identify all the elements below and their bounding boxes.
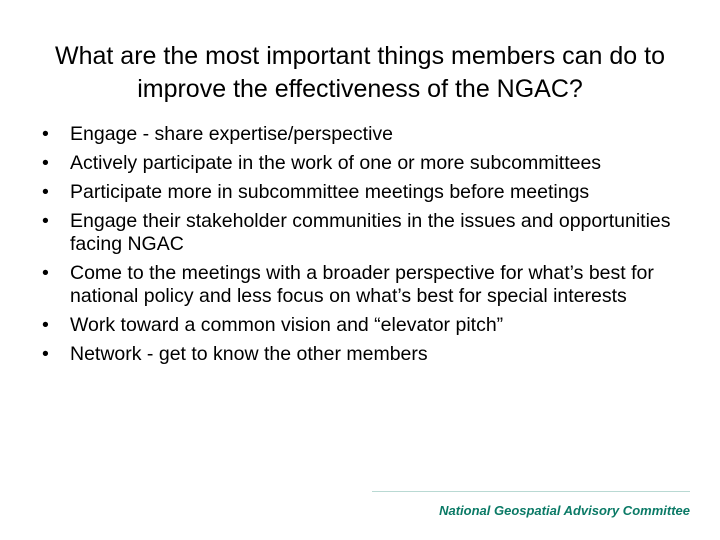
- bullet-text: Actively participate in the work of one or more subcommittees: [70, 152, 602, 174]
- footer-divider: [372, 491, 690, 492]
- bullet-dot-icon: •: [42, 181, 49, 203]
- bullet-item: [42, 262, 682, 308]
- bullet-item: [42, 210, 682, 256]
- bullet-dot-icon: •: [42, 343, 49, 365]
- bullet-dot-icon: •: [42, 210, 49, 232]
- bullet-text: Work toward a common vision and “elevator pitch”: [70, 314, 504, 336]
- bullet-text: Participate more in subcommittee meetings before meetings: [70, 181, 590, 203]
- bullet-text: Network - get to know the other members: [70, 343, 428, 365]
- bullet-dot-icon: •: [42, 262, 49, 284]
- bullet-item: [42, 123, 682, 146]
- bullet-text: Engage - share expertise/perspective: [70, 123, 394, 145]
- bullet-dot-icon: •: [42, 152, 49, 174]
- bullet-item: [42, 181, 682, 204]
- bullet-item: [42, 343, 682, 366]
- bullet-list: [42, 123, 682, 372]
- bullet-text: Engage their stakeholder communities in the issues and opportunities facing NGAC: [70, 210, 671, 255]
- bullet-item: [42, 314, 682, 337]
- slide-title: What are the most important things members can do to improve the effectiveness of the NGAC?: [55, 42, 665, 103]
- bullet-dot-icon: •: [42, 123, 49, 145]
- bullet-item: [42, 152, 682, 175]
- bullet-text: Come to the meetings with a broader perspective for what’s best for national policy and less focus on what’s best for special interests: [70, 262, 654, 307]
- footer-organization-name: National Geospatial Advisory Committee: [439, 503, 690, 518]
- bullet-dot-icon: •: [42, 314, 49, 336]
